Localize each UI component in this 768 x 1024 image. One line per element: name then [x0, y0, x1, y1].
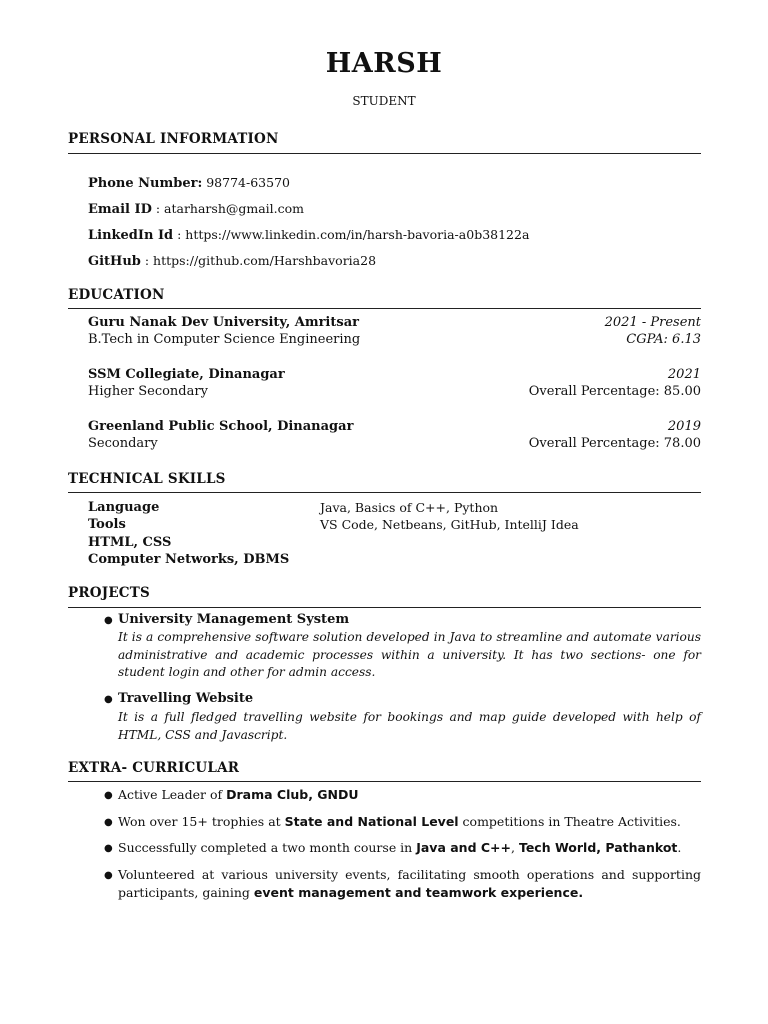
email-row [88, 201, 304, 217]
phone-row [88, 175, 290, 191]
email-label: Email ID [88, 202, 152, 217]
education-section-heading [68, 287, 701, 303]
resume-subtitle: STUDENT [352, 94, 416, 108]
personal-section-divider [68, 153, 701, 154]
github-value: : https://github.com/Harshbavoria28 [140, 253, 377, 268]
extra-item-highlight: Drama Club, GNDU [226, 787, 359, 802]
education-degree: B.Tech in Computer Science Engineering [88, 332, 361, 347]
education-date: 2021 - Present [604, 315, 701, 330]
bullet-icon: ● [104, 843, 113, 854]
education-date: 2021 [667, 367, 701, 382]
extra-item-highlight: Tech World, Pathankot [518, 840, 678, 855]
extra-item-text: , [511, 840, 519, 855]
extra-item-text: competitions in Theatre Activities. [458, 814, 681, 829]
extra-section-divider [68, 781, 701, 782]
project-title: Travelling Website [118, 691, 254, 706]
bullet-icon: ● [104, 790, 113, 801]
github-row [88, 253, 376, 269]
github-label: GitHub [88, 254, 141, 269]
phone-label: Phone Number: [88, 176, 203, 191]
linkedin-label: LinkedIn Id [88, 228, 174, 243]
extra-item-highlight: State and National Level [284, 814, 459, 829]
bullet-icon: ● [104, 817, 113, 828]
project-description: It is a comprehensive software solution developed in Java to streamline and automate various administrative and academic processes within a university. It has two sections- one for student login and other for admin access. [118, 630, 701, 679]
education-score: Overall Percentage: 78.00 [528, 436, 701, 451]
extra-item-text: Active Leader of [118, 787, 227, 802]
extra-section-title: EXTRA- CURRICULAR [68, 760, 240, 776]
project-title: University Management System [118, 612, 350, 627]
extra-section-heading [68, 760, 701, 776]
skills-section-heading [68, 471, 701, 487]
skill-name: HTML, CSS [88, 535, 172, 550]
resume-name: HARSH [325, 48, 443, 79]
education-date: 2019 [667, 419, 701, 434]
projects-section-heading [68, 585, 701, 601]
extra-item-volunteer [118, 866, 701, 901]
education-entry [88, 367, 701, 401]
skill-value: Java, Basics of C++, Python [320, 500, 499, 515]
education-score: Overall Percentage: 85.00 [528, 384, 701, 399]
projects-section-divider [68, 607, 701, 608]
personal-section-heading [68, 131, 701, 147]
personal-section-title: PERSONAL INFORMATION [68, 131, 279, 147]
skill-name: Computer Networks, DBMS [88, 552, 290, 567]
phone-value: 98774-63570 [202, 175, 290, 190]
education-section-divider [68, 308, 701, 309]
skill-row [88, 535, 701, 552]
education-section-title: EDUCATION [68, 287, 165, 303]
skills-section-divider [68, 492, 701, 493]
education-institution: Guru Nanak Dev University, Amritsar [88, 315, 359, 330]
projects-section-title: PROJECTS [68, 585, 150, 601]
extra-item-text: . [677, 840, 682, 855]
email-value: : atarharsh@gmail.com [151, 201, 305, 216]
bullet-icon: ● [104, 615, 113, 626]
education-degree: Secondary [88, 436, 158, 451]
bullet-icon: ● [104, 694, 113, 705]
skill-row [88, 552, 701, 569]
extra-item-text: Successfully completed a two month course in [118, 840, 417, 855]
skill-row [88, 517, 701, 534]
extra-item-highlight: event management and teamwork experience. [253, 884, 584, 900]
extra-item-text: Won over 15+ trophies at [118, 814, 285, 829]
education-entry [88, 315, 701, 349]
extra-item-course [118, 839, 701, 857]
education-degree: Higher Secondary [88, 384, 208, 399]
extra-item-trophies [118, 813, 701, 831]
skill-name: Language [88, 500, 160, 515]
education-institution: Greenland Public School, Dinanagar [88, 419, 354, 434]
education-entry [88, 419, 701, 453]
skill-row [88, 500, 701, 517]
linkedin-value: : https://www.linkedin.com/in/harsh-bavoria-a0b38122a [173, 227, 530, 242]
extra-item-drama-club [118, 786, 701, 804]
linkedin-row [88, 227, 529, 243]
extra-item-highlight: Java and C++ [416, 840, 511, 855]
education-score: CGPA: 6.13 [626, 332, 701, 347]
project-description: It is a full fledged travelling website for bookings and map guide developed with help of HTML, CSS and Javascript. [118, 710, 701, 742]
skill-name: Tools [88, 517, 126, 532]
skill-value: VS Code, Netbeans, GitHub, IntelliJ Idea [320, 517, 579, 532]
bullet-icon: ● [104, 870, 113, 881]
extra-item-text: Volunteered at various university events, facilitating smooth operations and supporting participants, gaining [118, 867, 701, 900]
education-institution: SSM Collegiate, Dinanagar [88, 367, 285, 382]
skills-section-title: TECHNICAL SKILLS [68, 471, 226, 487]
